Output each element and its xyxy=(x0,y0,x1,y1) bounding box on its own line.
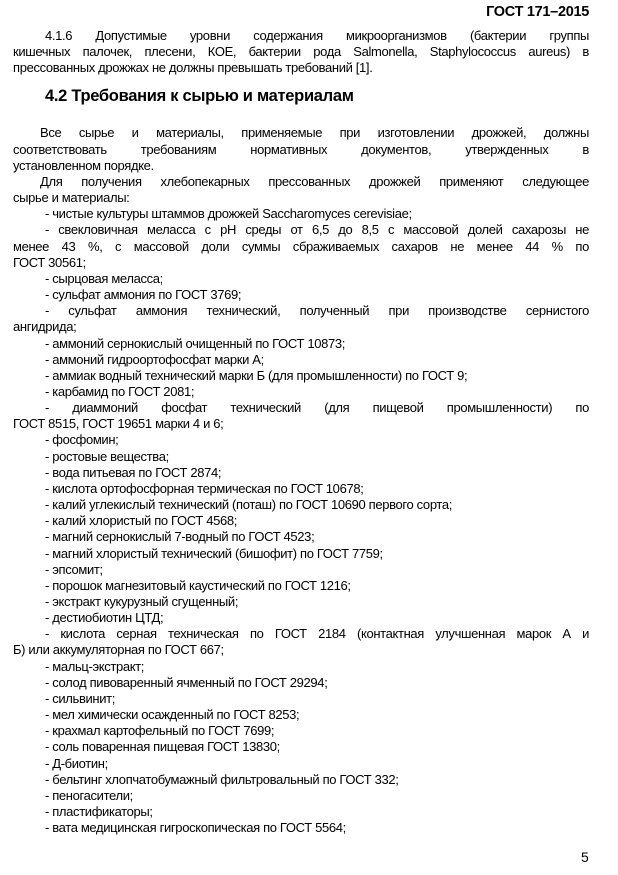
page-number: 5 xyxy=(581,849,589,865)
list-item: - вода питьевая по ГОСТ 2874; xyxy=(45,464,222,480)
list-item: - сульфат аммония по ГОСТ 3769; xyxy=(45,287,242,303)
list-item: - магний хлористый технический (бишофит) по ГОСТ 7759; xyxy=(45,545,383,561)
list-item: - эпсомит; xyxy=(45,561,103,577)
list-item: - свекловичная меласса с pH среды от 6,5 до 8,5 с массовой долей сахарозы не xyxy=(45,222,589,238)
text-line: установленном порядке. xyxy=(13,157,154,173)
list-item: - кислота ортофосфорная термическая по ГОСТ 10678; xyxy=(45,480,364,496)
text-line: сырье и материалы: xyxy=(13,190,130,206)
list-item: - сильвинит; xyxy=(45,690,116,706)
list-item: - солод пивоваренный ячменный по ГОСТ 29294; xyxy=(45,674,328,690)
list-item: - калий углекислый технический (поташ) по ГОСТ 10690 первого сорта; xyxy=(45,497,453,513)
list-item: - фосфомин; xyxy=(45,432,119,448)
list-item: - бельтинг хлопчатобумажный фильтровальный по ГОСТ 332; xyxy=(45,771,399,787)
list-item: - пеногасители; xyxy=(45,787,133,803)
document-code-header: ГОСТ 171–2015 xyxy=(486,4,589,20)
text-line: Б) или аккумуляторная по ГОСТ 667; xyxy=(13,642,224,658)
list-item: - пластификаторы; xyxy=(45,804,153,820)
list-item: - Д-биотин; xyxy=(45,755,108,771)
list-item: - карбамид по ГОСТ 2081; xyxy=(45,383,195,399)
list-item: - калий хлористый по ГОСТ 4568; xyxy=(45,513,237,529)
list-item: - экстракт кукурузный сгущенный; xyxy=(45,594,239,609)
section-heading: 4.2 Требования к сырью и материалам xyxy=(45,87,354,106)
list-item: - чистые культуры штаммов дрожжей Saccharomyces cerevisiae; xyxy=(45,206,412,222)
list-item: - вата медицинская гигроскопическая по ГОСТ 5564; xyxy=(45,820,346,836)
list-item: - ростовые вещества; xyxy=(45,448,169,464)
list-item: - аммоний гидроортофосфат марки А; xyxy=(45,351,264,367)
text-line: ангидрида; xyxy=(13,319,77,335)
list-item: - мальц-экстракт; xyxy=(45,658,145,674)
list-item: - соль поваренная пищевая ГОСТ 13830; xyxy=(45,739,280,755)
list-item: - кислота серная техническая по ГОСТ 2184 (контактная улучшенная марок А и xyxy=(45,626,589,642)
list-item: - дестиобиотин ЦТД; xyxy=(45,610,164,626)
list-item: - порошок магнезитовый каустический по ГОСТ 1216; xyxy=(45,577,351,593)
text-line: менее 43 %, с массовой доли суммы сбраживаемых сахаров не менее 44 % по xyxy=(13,238,589,254)
text-line: ГОСТ 30561; xyxy=(13,254,86,270)
text-line: Для получения хлебопекарных прессованных дрожжей применяют следующее xyxy=(40,173,589,189)
text-line: 4.1.6 Допустимые уровни содержания микроорганизмов (бактерии группы xyxy=(45,28,589,43)
list-item: - мел химически осажденный по ГОСТ 8253; xyxy=(45,707,300,723)
list-item: - аммиак водный технический марки Б (для промышленности) по ГОСТ 9; xyxy=(45,367,468,383)
list-item: - крахмал картофельный по ГОСТ 7699; xyxy=(45,723,275,739)
text-line: прессованных дрожжах не должны превышать требований [1]. xyxy=(13,60,373,76)
document-body xyxy=(13,28,589,836)
list-item: - аммоний сернокислый очищенный по ГОСТ 10873; xyxy=(45,335,346,351)
list-item: - сульфат аммония технический, полученный при производстве сернистого xyxy=(45,303,589,319)
text-line: соответствовать требованиям нормативных документов, утвержденных в xyxy=(13,141,589,157)
text-line: кишечных палочек, плесени, КОЕ, бактерии рода Salmonella, Staphylococcus aureus) в xyxy=(13,44,589,60)
text-line: ГОСТ 8515, ГОСТ 19651 марки 4 и 6; xyxy=(13,416,224,432)
list-item: - магний сернокислый 7-водный по ГОСТ 4523; xyxy=(45,529,315,545)
text-line: Все сырье и материалы, применяемые при изготовлении дрожжей, должны xyxy=(40,125,589,141)
list-item: - сырцовая меласса; xyxy=(45,270,163,286)
list-item: - диаммоний фосфат технический (для пищевой промышленности) по xyxy=(45,400,589,416)
